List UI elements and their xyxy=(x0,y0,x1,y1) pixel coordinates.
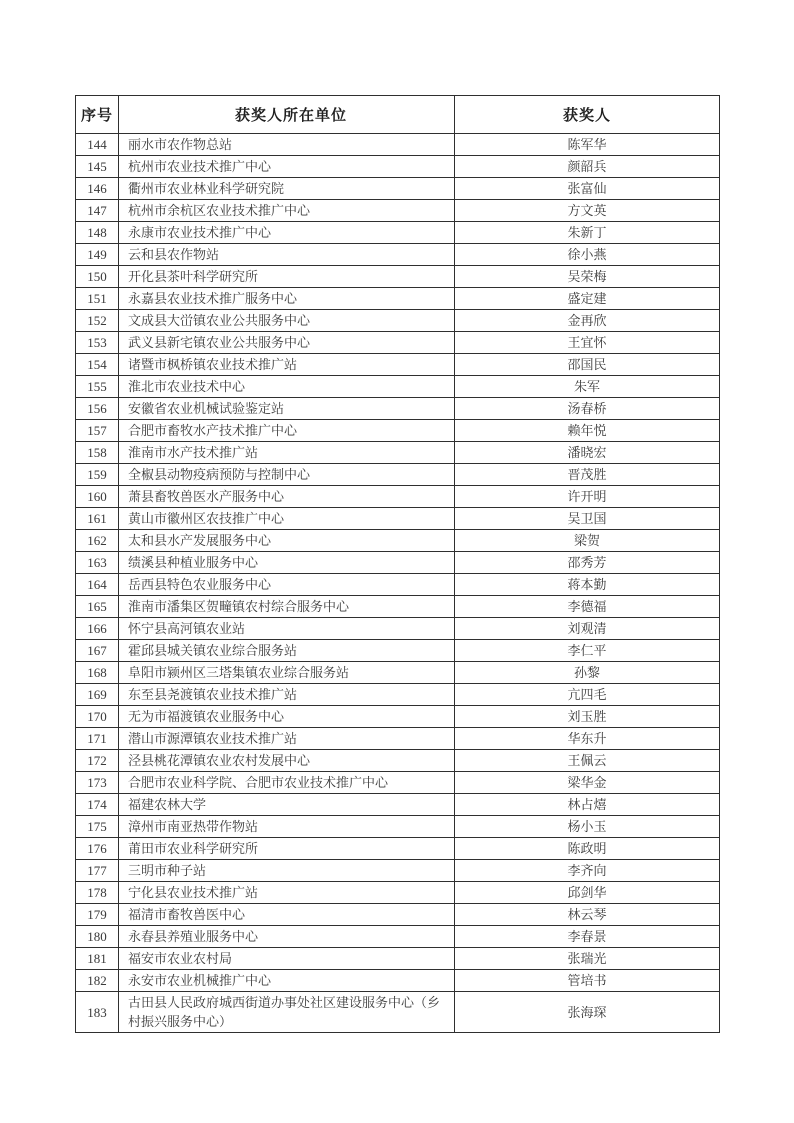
table-row xyxy=(76,398,720,420)
row-organization: 衢州市农业林业科学研究院 xyxy=(119,178,455,200)
row-winner-name: 孙黎 xyxy=(455,662,720,684)
table-row xyxy=(76,354,720,376)
row-serial-number: 170 xyxy=(76,706,119,728)
row-organization: 无为市福渡镇农业服务中心 xyxy=(119,706,455,728)
table-row xyxy=(76,464,720,486)
table-row xyxy=(76,684,720,706)
row-winner-name: 许开明 xyxy=(455,486,720,508)
row-winner-name: 李仁平 xyxy=(455,640,720,662)
row-organization: 文成县大峃镇农业公共服务中心 xyxy=(119,310,455,332)
row-winner-name: 吴卫国 xyxy=(455,508,720,530)
row-organization: 古田县人民政府城西街道办事处社区建设服务中心（乡村振兴服务中心） xyxy=(119,992,455,1033)
row-serial-number: 181 xyxy=(76,948,119,970)
row-organization: 黄山市徽州区农技推广中心 xyxy=(119,508,455,530)
row-winner-name: 华东升 xyxy=(455,728,720,750)
row-winner-name: 金再欣 xyxy=(455,310,720,332)
row-organization: 杭州市农业技术推广中心 xyxy=(119,156,455,178)
table-row xyxy=(76,332,720,354)
table-row xyxy=(76,420,720,442)
row-serial-number: 160 xyxy=(76,486,119,508)
table-row xyxy=(76,310,720,332)
award-winners-table xyxy=(75,95,720,1033)
row-serial-number: 169 xyxy=(76,684,119,706)
table-row xyxy=(76,860,720,882)
row-serial-number: 166 xyxy=(76,618,119,640)
table-row xyxy=(76,794,720,816)
table-row xyxy=(76,200,720,222)
row-winner-name: 陈军华 xyxy=(455,134,720,156)
row-serial-number: 167 xyxy=(76,640,119,662)
row-serial-number: 155 xyxy=(76,376,119,398)
row-organization: 永安市农业机械推广中心 xyxy=(119,970,455,992)
row-winner-name: 张海琛 xyxy=(455,992,720,1033)
row-winner-name: 刘观清 xyxy=(455,618,720,640)
row-organization: 潜山市源潭镇农业技术推广站 xyxy=(119,728,455,750)
table-row xyxy=(76,706,720,728)
table-row xyxy=(76,288,720,310)
row-organization: 漳州市南亚热带作物站 xyxy=(119,816,455,838)
table-row xyxy=(76,882,720,904)
row-organization: 福清市畜牧兽医中心 xyxy=(119,904,455,926)
table-row xyxy=(76,376,720,398)
row-winner-name: 汤春桥 xyxy=(455,398,720,420)
row-serial-number: 174 xyxy=(76,794,119,816)
row-serial-number: 152 xyxy=(76,310,119,332)
row-organization: 淮南市潘集区贺疃镇农村综合服务中心 xyxy=(119,596,455,618)
row-organization: 霍邱县城关镇农业综合服务站 xyxy=(119,640,455,662)
row-serial-number: 145 xyxy=(76,156,119,178)
row-winner-name: 林占熺 xyxy=(455,794,720,816)
row-winner-name: 王佩云 xyxy=(455,750,720,772)
row-winner-name: 赖年悦 xyxy=(455,420,720,442)
table-row xyxy=(76,530,720,552)
row-organization: 杭州市余杭区农业技术推广中心 xyxy=(119,200,455,222)
row-winner-name: 蒋本勤 xyxy=(455,574,720,596)
table-row xyxy=(76,618,720,640)
row-serial-number: 179 xyxy=(76,904,119,926)
table-row xyxy=(76,838,720,860)
row-winner-name: 李齐向 xyxy=(455,860,720,882)
row-serial-number: 177 xyxy=(76,860,119,882)
row-serial-number: 156 xyxy=(76,398,119,420)
row-serial-number: 172 xyxy=(76,750,119,772)
row-winner-name: 李春景 xyxy=(455,926,720,948)
row-organization: 福安市农业农村局 xyxy=(119,948,455,970)
row-winner-name: 梁华金 xyxy=(455,772,720,794)
row-winner-name: 颜韶兵 xyxy=(455,156,720,178)
row-serial-number: 180 xyxy=(76,926,119,948)
row-winner-name: 管培书 xyxy=(455,970,720,992)
row-winner-name: 盛定建 xyxy=(455,288,720,310)
row-organization: 云和县农作物站 xyxy=(119,244,455,266)
row-serial-number: 154 xyxy=(76,354,119,376)
table-row xyxy=(76,772,720,794)
row-organization: 安徽省农业机械试验鉴定站 xyxy=(119,398,455,420)
row-winner-name: 朱新丁 xyxy=(455,222,720,244)
row-winner-name: 徐小燕 xyxy=(455,244,720,266)
table-row xyxy=(76,134,720,156)
table-row xyxy=(76,552,720,574)
row-winner-name: 朱军 xyxy=(455,376,720,398)
row-organization: 太和县水产发展服务中心 xyxy=(119,530,455,552)
row-winner-name: 吴荣梅 xyxy=(455,266,720,288)
row-serial-number: 153 xyxy=(76,332,119,354)
table-row xyxy=(76,442,720,464)
row-winner-name: 林云琴 xyxy=(455,904,720,926)
row-serial-number: 178 xyxy=(76,882,119,904)
row-organization: 永嘉县农业技术推广服务中心 xyxy=(119,288,455,310)
row-serial-number: 171 xyxy=(76,728,119,750)
table-header xyxy=(76,96,720,134)
row-organization: 福建农林大学 xyxy=(119,794,455,816)
row-organization: 三明市种子站 xyxy=(119,860,455,882)
row-serial-number: 175 xyxy=(76,816,119,838)
table-row xyxy=(76,266,720,288)
header-row xyxy=(76,96,720,134)
row-serial-number: 148 xyxy=(76,222,119,244)
row-winner-name: 杨小玉 xyxy=(455,816,720,838)
row-organization: 永康市农业技术推广中心 xyxy=(119,222,455,244)
row-organization: 岳西县特色农业服务中心 xyxy=(119,574,455,596)
table-row xyxy=(76,178,720,200)
row-winner-name: 邱剑华 xyxy=(455,882,720,904)
row-organization: 丽水市农作物总站 xyxy=(119,134,455,156)
row-organization: 泾县桃花潭镇农业农村发展中心 xyxy=(119,750,455,772)
row-serial-number: 146 xyxy=(76,178,119,200)
row-serial-number: 165 xyxy=(76,596,119,618)
table-row xyxy=(76,574,720,596)
row-winner-name: 陈政明 xyxy=(455,838,720,860)
row-serial-number: 183 xyxy=(76,992,119,1033)
row-serial-number: 149 xyxy=(76,244,119,266)
row-winner-name: 梁贺 xyxy=(455,530,720,552)
row-serial-number: 147 xyxy=(76,200,119,222)
table-row xyxy=(76,596,720,618)
row-organization: 合肥市农业科学院、合肥市农业技术推广中心 xyxy=(119,772,455,794)
row-serial-number: 173 xyxy=(76,772,119,794)
row-organization: 全椒县动物疫病预防与控制中心 xyxy=(119,464,455,486)
row-serial-number: 164 xyxy=(76,574,119,596)
row-winner-name: 亢四毛 xyxy=(455,684,720,706)
table-row xyxy=(76,508,720,530)
row-organization: 宁化县农业技术推广站 xyxy=(119,882,455,904)
row-winner-name: 王宜怀 xyxy=(455,332,720,354)
row-organization: 阜阳市颍州区三塔集镇农业综合服务站 xyxy=(119,662,455,684)
row-winner-name: 张瑞光 xyxy=(455,948,720,970)
table-row xyxy=(76,156,720,178)
table-body xyxy=(76,134,720,1033)
table-row xyxy=(76,926,720,948)
row-winner-name: 晋茂胜 xyxy=(455,464,720,486)
table-row xyxy=(76,244,720,266)
row-organization: 合肥市畜牧水产技术推广中心 xyxy=(119,420,455,442)
row-serial-number: 157 xyxy=(76,420,119,442)
row-serial-number: 144 xyxy=(76,134,119,156)
row-serial-number: 150 xyxy=(76,266,119,288)
table-row xyxy=(76,222,720,244)
table-row xyxy=(76,904,720,926)
row-organization: 淮北市农业技术中心 xyxy=(119,376,455,398)
table-row xyxy=(76,728,720,750)
row-serial-number: 151 xyxy=(76,288,119,310)
row-organization: 开化县茶叶科学研究所 xyxy=(119,266,455,288)
row-serial-number: 176 xyxy=(76,838,119,860)
row-serial-number: 162 xyxy=(76,530,119,552)
row-winner-name: 邵国民 xyxy=(455,354,720,376)
row-organization: 怀宁县高河镇农业站 xyxy=(119,618,455,640)
row-organization: 武义县新宅镇农业公共服务中心 xyxy=(119,332,455,354)
table-row xyxy=(76,970,720,992)
row-winner-name: 刘玉胜 xyxy=(455,706,720,728)
row-winner-name: 李德福 xyxy=(455,596,720,618)
header-winner-name: 获奖人 xyxy=(455,96,720,134)
row-winner-name: 潘晓宏 xyxy=(455,442,720,464)
table-row xyxy=(76,486,720,508)
table-row xyxy=(76,640,720,662)
header-serial-number: 序号 xyxy=(76,96,119,134)
table-row xyxy=(76,750,720,772)
row-organization: 萧县畜牧兽医水产服务中心 xyxy=(119,486,455,508)
table-row xyxy=(76,948,720,970)
table-row xyxy=(76,662,720,684)
row-serial-number: 158 xyxy=(76,442,119,464)
row-serial-number: 161 xyxy=(76,508,119,530)
row-organization: 东至县尧渡镇农业技术推广站 xyxy=(119,684,455,706)
header-organization: 获奖人所在单位 xyxy=(119,96,455,134)
row-serial-number: 159 xyxy=(76,464,119,486)
row-winner-name: 方文英 xyxy=(455,200,720,222)
row-organization: 莆田市农业科学研究所 xyxy=(119,838,455,860)
row-serial-number: 163 xyxy=(76,552,119,574)
row-organization: 绩溪县种植业服务中心 xyxy=(119,552,455,574)
row-serial-number: 168 xyxy=(76,662,119,684)
row-serial-number: 182 xyxy=(76,970,119,992)
table-row xyxy=(76,816,720,838)
row-winner-name: 邵秀芳 xyxy=(455,552,720,574)
row-organization: 诸暨市枫桥镇农业技术推广站 xyxy=(119,354,455,376)
row-winner-name: 张富仙 xyxy=(455,178,720,200)
table-row xyxy=(76,992,720,1033)
row-organization: 淮南市水产技术推广站 xyxy=(119,442,455,464)
row-organization: 永春县养殖业服务中心 xyxy=(119,926,455,948)
